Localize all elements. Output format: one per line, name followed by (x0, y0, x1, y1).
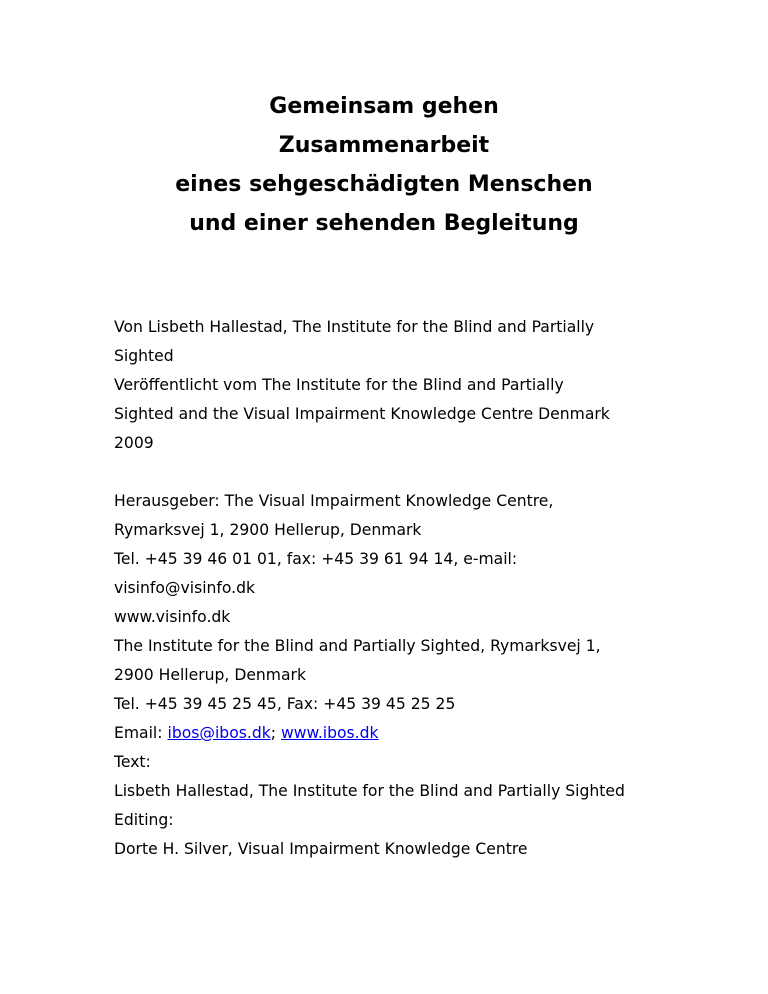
editing-label: Editing: (114, 811, 174, 829)
title-line-2: Zusammenarbeit (278, 133, 490, 158)
publisher-email: visinfo@visinfo.dk (114, 579, 256, 597)
body-block (114, 313, 714, 864)
section-gap (114, 458, 714, 487)
author-line-1: Von Lisbeth Hallestad, The Institute for the Blind and Partially (114, 318, 595, 336)
text-author: Lisbeth Hallestad, The Institute for the Blind and Partially Sighted (114, 782, 625, 800)
title-line-4: und einer sehenden Begleitung (189, 211, 579, 236)
title-block (0, 87, 768, 243)
email-link[interactable]: ibos@ibos.dk (167, 724, 271, 742)
email-label: Email: (114, 724, 168, 742)
institute-phone: Tel. +45 39 45 25 45, Fax: +45 39 45 25 25 (114, 695, 456, 713)
title-line-3: eines sehgeschädigten Menschen (175, 172, 593, 197)
editing-author: Dorte H. Silver, Visual Impairment Knowledge Centre (114, 840, 528, 858)
publication-year: 2009 (114, 434, 154, 452)
text-label: Text: (114, 753, 151, 771)
institute-line-1: The Institute for the Blind and Partially Sighted, Rymarksvej 1, (114, 637, 601, 655)
published-line-2: Sighted and the Visual Impairment Knowledge Centre Denmark (114, 405, 610, 423)
published-line-1: Veröffentlicht vom The Institute for the Blind and Partially (114, 376, 564, 394)
publisher-address: Rymarksvej 1, 2900 Hellerup, Denmark (114, 521, 422, 539)
publisher-phone: Tel. +45 39 46 01 01, fax: +45 39 61 94 14, e-mail: (114, 550, 518, 568)
institute-contact-line (114, 719, 714, 748)
institute-address: 2900 Hellerup, Denmark (114, 666, 306, 684)
publisher-web: www.visinfo.dk (114, 608, 231, 626)
web-link[interactable]: www.ibos.dk (280, 724, 379, 742)
publisher-line-1: Herausgeber: The Visual Impairment Knowledge Centre, (114, 492, 554, 510)
author-line-2: Sighted (114, 347, 174, 365)
link-separator: ; (270, 724, 281, 742)
title-line-1: Gemeinsam gehen (269, 94, 499, 119)
